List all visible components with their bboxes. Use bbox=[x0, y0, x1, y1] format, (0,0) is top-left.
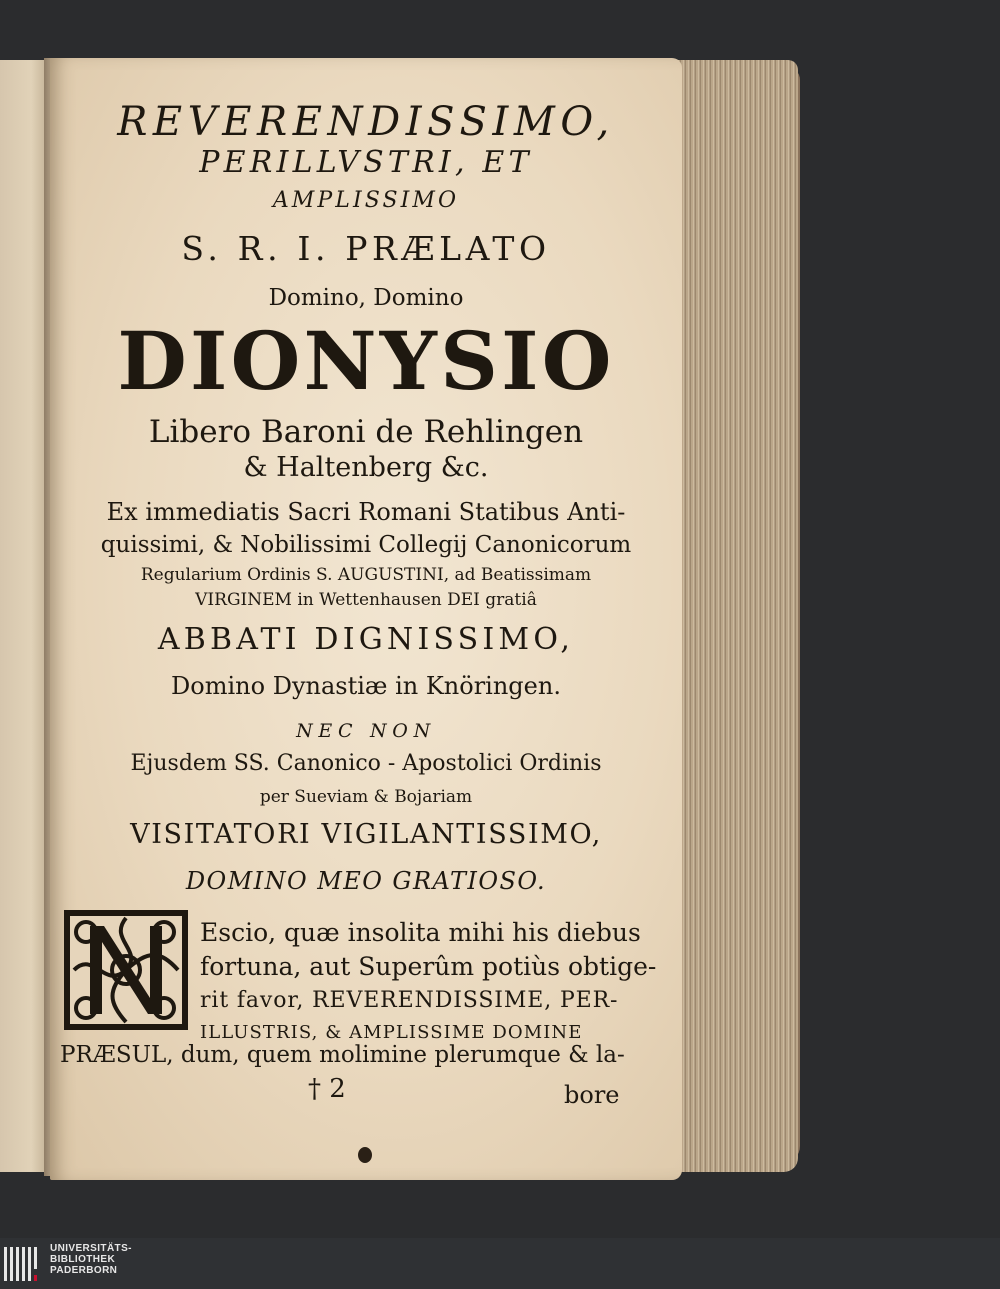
library-logo-icon bbox=[4, 1243, 42, 1285]
dedication-line-7: Libero Baroni de Rehlingen bbox=[148, 414, 584, 450]
ink-blot bbox=[354, 1144, 376, 1166]
dedication-line-13: ABBATI DIGNISSIMO, bbox=[157, 622, 575, 657]
decorated-initial-n bbox=[64, 910, 188, 1030]
dedication-line-10: quissimi, & Nobilissimi Collegij Canonicorum bbox=[100, 532, 632, 558]
dedication-line-18: VISITATORI VIGILANTISSIMO, bbox=[130, 819, 602, 850]
signature-mark: † 2 bbox=[308, 1074, 346, 1104]
dedication-line-2: PERILLVSTRI, ET bbox=[199, 145, 533, 180]
library-name-line-3: PADERBORN bbox=[50, 1265, 118, 1276]
page-edges bbox=[672, 60, 798, 1172]
dedication-line-12: VIRGINEM in Wettenhausen DEI gratiâ bbox=[195, 590, 537, 610]
dedication-line-5: Domino, Domino bbox=[268, 285, 464, 311]
footer-bar bbox=[0, 1238, 1000, 1289]
dedication-line-8: & Haltenberg &c. bbox=[243, 452, 489, 483]
body-line-4: ILLUSTRIS, & AMPLISSIME DOMINE bbox=[200, 1022, 583, 1043]
dedication-name: DIONYSIO bbox=[117, 314, 615, 408]
dedication-line-16: Ejusdem SS. Canonico - Apostolici Ordinis bbox=[130, 751, 602, 776]
catchword: bore bbox=[564, 1081, 620, 1109]
body-line-1: Escio, quæ insolita mihi his diebus bbox=[200, 918, 641, 947]
dedication-line-1: REVERENDISSIMO, bbox=[117, 99, 615, 145]
dedication-line-14: Domino Dynastiæ in Knöringen. bbox=[171, 672, 561, 700]
body-line-5: PRÆSUL, dum, quem molimine plerumque & la- bbox=[60, 1042, 625, 1068]
body-line-3: rit favor, REVERENDISSIME, PER- bbox=[200, 988, 619, 1013]
dedication-line-4: S. R. I. PRÆLATO bbox=[181, 229, 551, 268]
dedication-line-15: NEC NON bbox=[296, 720, 436, 742]
dedication-line-3: AMPLISSIMO bbox=[272, 188, 460, 213]
library-name-line-1: UNIVERSITÄTS- bbox=[50, 1243, 132, 1254]
dedication-line-19: DOMINO MEO GRATIOSO. bbox=[185, 867, 547, 895]
dedication-line-9: Ex immediatis Sacri Romani Statibus Anti- bbox=[106, 498, 626, 526]
dedication-line-17: per Sueviam & Bojariam bbox=[259, 787, 473, 807]
body-line-2: fortuna, aut Superûm potiùs obtige- bbox=[200, 952, 657, 981]
dedication-line-11: Regularium Ordinis S. AUGUSTINI, ad Beatissimam bbox=[140, 565, 592, 585]
library-name-line-2: BIBLIOTHEK bbox=[50, 1254, 116, 1265]
